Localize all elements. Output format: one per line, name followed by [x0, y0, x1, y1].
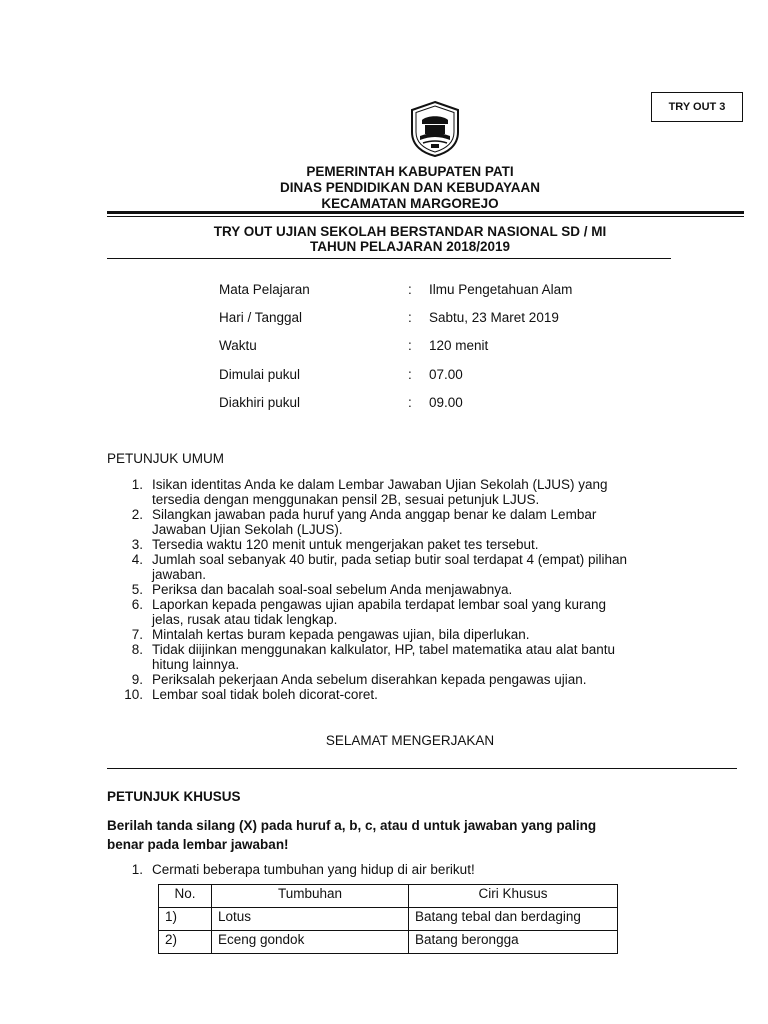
- list-text: Silangkan jawaban pada huruf yang Anda anggap benar ke dalam Lembar: [152, 507, 597, 522]
- header-divider-thick: [107, 211, 744, 214]
- list-text: Laporkan kepada pengawas ujian apabila terdapat lembar soal yang kurang: [152, 597, 607, 612]
- tryout-label: TRY OUT 3: [668, 101, 726, 113]
- general-instructions-list: [107, 477, 707, 702]
- list-item: [107, 642, 707, 672]
- header-line-3: KECAMATAN MARGOREJO: [321, 196, 499, 211]
- list-text: jelas, rusak atau tidak lengkap.: [152, 612, 338, 627]
- list-number: 9.: [131, 672, 143, 687]
- list-item: [107, 687, 707, 702]
- info-value: 09.00: [429, 395, 463, 410]
- list-text: Periksalah pekerjaan Anda sebelum diserahkan kepada pengawas ujian.: [152, 672, 587, 687]
- table-cell: 2): [159, 931, 212, 954]
- table-row: [159, 931, 618, 954]
- table-row: [159, 908, 618, 931]
- list-text: hitung lainnya.: [152, 657, 240, 672]
- special-instructions-title: PETUNJUK KHUSUS: [107, 789, 241, 804]
- list-item: [107, 597, 707, 627]
- table-cell: Batang berongga: [409, 931, 618, 954]
- header-divider-thin: [107, 216, 744, 217]
- list-number: 3.: [131, 537, 143, 552]
- table-header-row: [159, 885, 618, 908]
- column-header-no: No.: [159, 885, 212, 908]
- exam-title-line-1: TRY OUT UJIAN SEKOLAH BERSTANDAR NASIONAL SD / MI: [213, 224, 607, 239]
- table-cell: Batang tebal dan berdaging: [409, 908, 618, 931]
- info-value: Ilmu Pengetahuan Alam: [429, 282, 573, 297]
- info-label: Dimulai pukul: [219, 367, 301, 382]
- list-text: tersedia dengan menggunakan pensil 2B, sesuai petunjuk LJUS.: [152, 492, 540, 507]
- info-label: Diakhiri pukul: [219, 395, 301, 410]
- list-text: Jawaban Ujian Sekolah (LJUS).: [152, 522, 343, 537]
- exam-title-line-2: TAHUN PELAJARAN 2018/2019: [309, 239, 511, 254]
- tryout-label-box: [651, 92, 743, 122]
- column-header-plant: Tumbuhan: [212, 885, 409, 908]
- list-text: Periksa dan bacalah soal-soal sebelum Anda menjawabnya.: [152, 582, 513, 597]
- question-number: 1.: [131, 862, 143, 877]
- question-text: Cermati beberapa tumbuhan yang hidup di air berikut!: [152, 862, 475, 877]
- regency-emblem-icon: [409, 100, 461, 158]
- list-number: 6.: [131, 597, 143, 612]
- instruction-line: benar pada lembar jawaban!: [107, 837, 289, 852]
- info-separator: :: [408, 367, 412, 382]
- list-number: 10.: [124, 687, 143, 702]
- list-item: [107, 582, 707, 597]
- list-text: Jumlah soal sebanyak 40 butir, pada setiap butir soal terdapat 4 (empat) pilihan: [152, 552, 628, 567]
- table-cell: 1): [159, 908, 212, 931]
- list-item: [107, 537, 707, 552]
- list-item: [107, 672, 707, 687]
- info-value: Sabtu, 23 Maret 2019: [429, 310, 559, 325]
- info-value: 120 menit: [429, 338, 489, 353]
- column-header-trait: Ciri Khusus: [409, 885, 618, 908]
- list-text: Isikan identitas Anda ke dalam Lembar Jawaban Ujian Sekolah (LJUS) yang: [152, 477, 608, 492]
- info-separator: :: [408, 310, 412, 325]
- list-number: 7.: [131, 627, 143, 642]
- list-text: jawaban.: [152, 567, 207, 582]
- general-instructions-title: PETUNJUK UMUM: [107, 451, 224, 466]
- table-cell: Eceng gondok: [212, 931, 409, 954]
- info-separator: :: [408, 282, 412, 297]
- header-line-2: DINAS PENDIDIKAN DAN KEBUDAYAAN: [279, 180, 541, 195]
- info-separator: :: [408, 338, 412, 353]
- list-number: 1.: [131, 477, 143, 492]
- list-number: 5.: [131, 582, 143, 597]
- list-text: Tidak diijinkan menggunakan kalkulator, HP, tabel matematika atau alat bantu: [152, 642, 616, 657]
- title-divider: [107, 258, 671, 259]
- list-number: 8.: [131, 642, 143, 657]
- instruction-line: Berilah tanda silang (X) pada huruf a, b, c, atau d untuk jawaban yang paling: [107, 818, 597, 833]
- info-label: Mata Pelajaran: [219, 282, 310, 297]
- info-label: Hari / Tanggal: [219, 310, 303, 325]
- closing-text: SELAMAT MENGERJAKAN: [325, 733, 495, 748]
- info-separator: :: [408, 395, 412, 410]
- section-divider: [107, 768, 737, 769]
- info-value: 07.00: [429, 367, 463, 382]
- table-cell: Lotus: [212, 908, 409, 931]
- list-text: Lembar soal tidak boleh dicorat-coret.: [152, 687, 378, 702]
- list-item: [107, 552, 707, 582]
- info-label: Waktu: [219, 338, 257, 353]
- plants-table: [158, 884, 618, 954]
- header-line-1: PEMERINTAH KABUPATEN PATI: [306, 164, 514, 179]
- list-text: Mintalah kertas buram kepada pengawas ujian, bila diperlukan.: [152, 627, 530, 642]
- list-item: [107, 627, 707, 642]
- list-item: [107, 477, 707, 507]
- list-number: 2.: [131, 507, 143, 522]
- special-instruction-text: [107, 816, 667, 854]
- list-text: Tersedia waktu 120 menit untuk mengerjakan paket tes tersebut.: [152, 537, 539, 552]
- list-number: 4.: [131, 552, 143, 567]
- list-item: [107, 507, 707, 537]
